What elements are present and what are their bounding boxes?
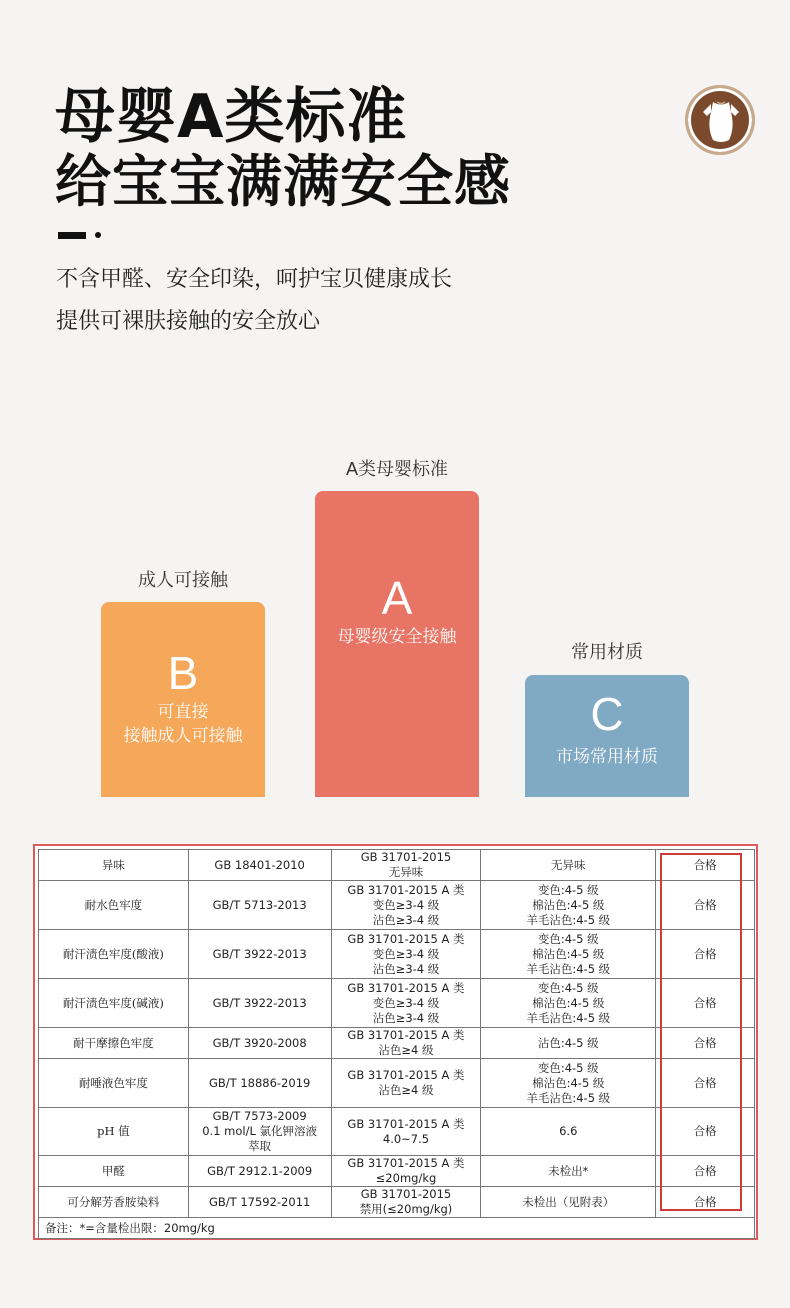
- bar-c: [525, 675, 689, 797]
- result-cell: [481, 850, 656, 881]
- result-line: 未检出*: [548, 1163, 589, 1178]
- standard-cell: [331, 1108, 481, 1156]
- standard-line: GB 31701-2015 A 类: [347, 1156, 465, 1170]
- standard-cell: [331, 1187, 481, 1218]
- standard-line: 4.0~7.5: [382, 1131, 430, 1146]
- test-item-cell: 耐干摩擦色牢度: [39, 1028, 189, 1059]
- result-line: 未检出（见附表）: [522, 1194, 615, 1209]
- bar-a: [315, 491, 479, 797]
- result-line: 变色:4-5 级: [537, 980, 599, 995]
- page-title-line1: 母婴A类标准: [55, 82, 408, 152]
- verdict-cell: 合格: [656, 979, 755, 1028]
- result-cell: [481, 1059, 656, 1108]
- test-method-line: GB/T 17592-2011: [208, 1194, 311, 1209]
- standard-line: GB 31701-2015: [360, 1187, 452, 1201]
- test-method-line: 0.1 mol/L 氯化钾溶液: [202, 1124, 318, 1138]
- result-line: 无异味: [551, 857, 586, 872]
- note-row: [39, 1218, 755, 1239]
- verdict-cell: 合格: [656, 1187, 755, 1218]
- standard-line: 沾色≥3-4 级: [372, 961, 440, 976]
- result-line: 棉沾色:4-5 级: [532, 995, 605, 1010]
- bar-desc-c: 市场常用材质: [556, 747, 658, 766]
- standard-line: 沾色≥3-4 级: [372, 912, 440, 927]
- test-item-cell: 耐汗渍色牢度(碱液): [39, 979, 189, 1028]
- test-method-cell: [188, 850, 331, 881]
- standard-line: GB 31701-2015 A 类: [347, 1116, 465, 1131]
- test-item-cell: 耐汗渍色牢度(酸液): [39, 930, 189, 979]
- test-method-line: GB 18401-2010: [214, 857, 305, 872]
- verdict-cell: 合格: [656, 1156, 755, 1187]
- verdict-cell: 合格: [656, 1028, 755, 1059]
- subtitle-line1: 不含甲醛、安全印染，呵护宝贝健康成长: [56, 267, 453, 292]
- verdict-cell: 合格: [656, 881, 755, 930]
- test-item-cell: 可分解芳香胺染料: [39, 1187, 189, 1218]
- standard-line: 沾色≥3-4 级: [372, 1010, 440, 1025]
- standard-line: GB 31701-2015 A 类: [347, 931, 465, 946]
- test-method-line: GB/T 7573-2009: [212, 1109, 307, 1123]
- standard-cell: [331, 1028, 481, 1059]
- test-method-cell: [188, 1059, 331, 1108]
- test-item-cell: 耐水色牢度: [39, 881, 189, 930]
- table-row: [39, 881, 755, 930]
- result-line: 羊毛沾色:4-5 级: [526, 1010, 611, 1025]
- table-row: [39, 1108, 755, 1156]
- test-item-cell: 异味: [39, 850, 189, 881]
- test-method-line: GB/T 2912.1-2009: [207, 1163, 313, 1178]
- test-method-line: GB/T 18886-2019: [208, 1075, 311, 1090]
- result-line: 羊毛沾色:4-5 级: [526, 912, 611, 927]
- verdict-cell: 合格: [656, 850, 755, 881]
- test-method-cell: [188, 1028, 331, 1059]
- test-report-table: [38, 849, 755, 1239]
- result-line: 沾色:4-5 级: [537, 1035, 599, 1050]
- standard-cell: [331, 881, 481, 930]
- verdict-highlight-box: [660, 853, 742, 1211]
- standard-cell: [331, 850, 481, 881]
- table-row: [39, 1059, 755, 1108]
- standard-line: 无异味: [388, 865, 424, 879]
- standard-line: 变色≥3-4 级: [372, 995, 440, 1010]
- result-line: 变色:4-5 级: [537, 1060, 599, 1075]
- title-dot: [95, 232, 101, 238]
- result-line: 变色:4-5 级: [537, 882, 599, 897]
- test-item-cell: pH 值: [39, 1108, 189, 1156]
- bar-label-b: 成人可接触: [138, 570, 228, 590]
- standard-line: GB 31701-2015: [360, 850, 452, 864]
- table-row: [39, 850, 755, 881]
- standard-line: GB 31701-2015 A 类: [347, 1028, 465, 1042]
- result-line: 羊毛沾色:4-5 级: [526, 961, 611, 976]
- table-row: [39, 1028, 755, 1059]
- bar-letter-a: A: [381, 572, 413, 624]
- verdict-cell: 合格: [656, 1108, 755, 1156]
- result-cell: [481, 1028, 656, 1059]
- bar-letter-b: B: [167, 647, 199, 699]
- test-method-cell: [188, 881, 331, 930]
- result-cell: [481, 930, 656, 979]
- test-item-cell: 甲醛: [39, 1156, 189, 1187]
- result-cell: [481, 979, 656, 1028]
- standard-line: GB 31701-2015 A 类: [347, 882, 465, 897]
- table-row: [39, 979, 755, 1028]
- result-cell: [481, 1156, 656, 1187]
- standard-line: 变色≥3-4 级: [372, 946, 440, 961]
- bar-desc-b-line2: 接触成人可接触: [123, 726, 243, 745]
- test-method-line: GB/T 3922-2013: [212, 946, 307, 961]
- bar-letter-c: C: [590, 688, 624, 740]
- verdict-cell: 合格: [656, 1059, 755, 1108]
- bar-desc-a: 母婴级安全接触: [337, 627, 457, 646]
- standard-cell: [331, 1156, 481, 1187]
- result-line: 羊毛沾色:4-5 级: [526, 1090, 611, 1105]
- standard-cell: [331, 979, 481, 1028]
- result-line: 棉沾色:4-5 级: [532, 897, 605, 912]
- result-cell: [481, 1108, 656, 1156]
- standard-line: GB 31701-2015 A 类: [347, 980, 465, 995]
- result-line: 变色:4-5 级: [537, 931, 599, 946]
- test-method-cell: [188, 1187, 331, 1218]
- standard-line: 沾色≥4 级: [378, 1083, 434, 1097]
- test-method-line: 萃取: [248, 1139, 272, 1153]
- result-cell: [481, 881, 656, 930]
- result-line: 棉沾色:4-5 级: [532, 946, 605, 961]
- test-method-cell: [188, 1156, 331, 1187]
- page-title-line2: 给宝宝满满安全感: [55, 150, 511, 215]
- standard-line: ≤20mg/kg: [375, 1171, 437, 1185]
- test-method-cell: [188, 1108, 331, 1156]
- table-row: [39, 1156, 755, 1187]
- test-item-cell: 耐唾液色牢度: [39, 1059, 189, 1108]
- standard-cell: [331, 930, 481, 979]
- result-cell: [481, 1187, 656, 1218]
- subtitle-line2: 提供可裸肤接触的安全放心: [56, 309, 321, 334]
- table-row: [39, 930, 755, 979]
- standard-line: GB 31701-2015 A 类: [347, 1068, 465, 1082]
- result-line: 6.6: [559, 1124, 578, 1138]
- result-line: 棉沾色:4-5 级: [532, 1075, 605, 1090]
- standard-line: 禁用(≤20mg/kg): [359, 1202, 453, 1216]
- standard-cell: [331, 1059, 481, 1108]
- test-method-line: GB/T 5713-2013: [212, 897, 307, 912]
- table-row: [39, 1187, 755, 1218]
- product-badge: [685, 85, 755, 155]
- test-method-cell: [188, 979, 331, 1028]
- verdict-cell: 合格: [656, 930, 755, 979]
- bar-desc-b-line1: 可直接: [157, 702, 209, 721]
- report-note: 备注：*=含量检出限：20mg/kg: [39, 1218, 755, 1239]
- bar-label-c: 常用材质: [571, 642, 643, 662]
- standard-line: 变色≥3-4 级: [372, 897, 440, 912]
- test-method-line: GB/T 3922-2013: [212, 995, 307, 1010]
- baby-sleeping-bag-icon: [699, 98, 743, 144]
- test-method-line: GB/T 3920-2008: [212, 1035, 307, 1050]
- title-dash: [58, 232, 86, 239]
- bar-b: [101, 602, 265, 797]
- test-report: [33, 844, 758, 1240]
- bar-label-a: A类母婴标准: [345, 459, 448, 479]
- test-method-cell: [188, 930, 331, 979]
- standard-line: 沾色≥4 级: [378, 1043, 434, 1057]
